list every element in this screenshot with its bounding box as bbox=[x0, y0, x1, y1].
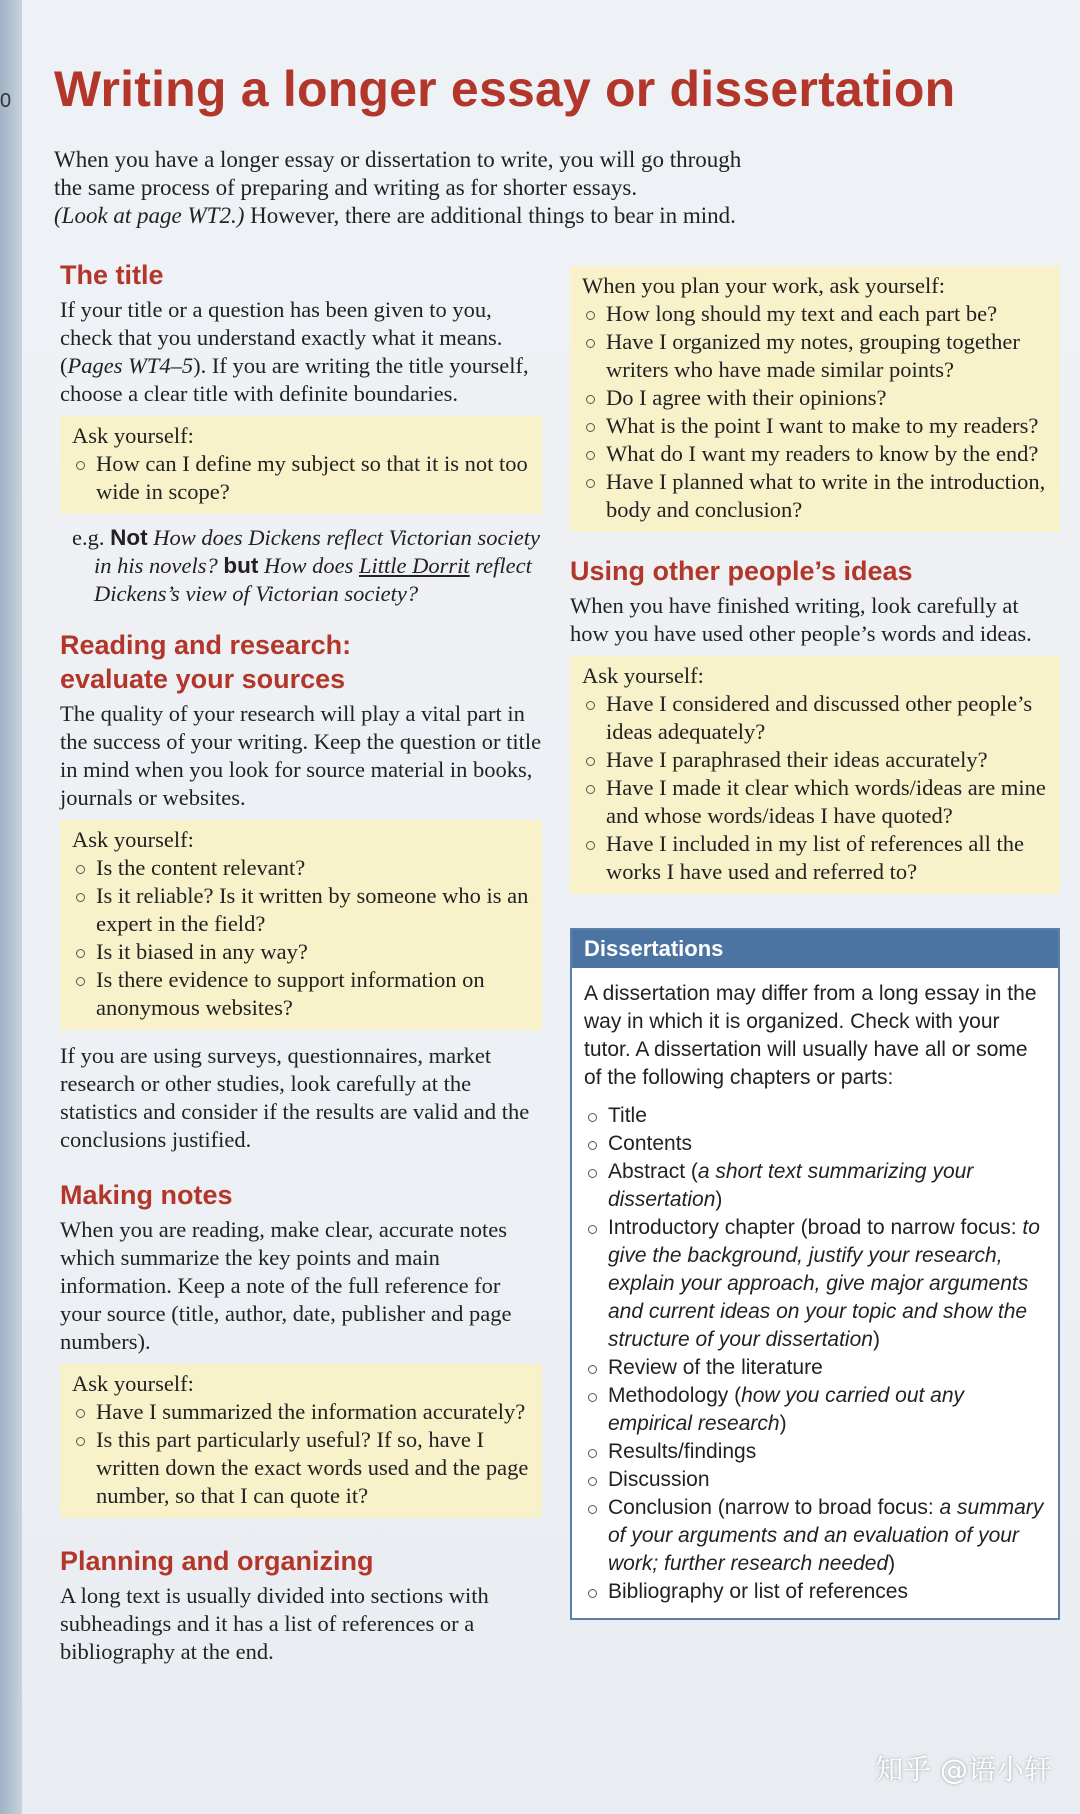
list-item: Is it reliable? Is it written by someone who is an expert in the field? bbox=[72, 882, 530, 938]
others-ask-box bbox=[570, 656, 1060, 894]
list-item: Have I planned what to write in the introduction, body and conclusion? bbox=[582, 468, 1048, 524]
example-question-2b: reflect Dickens’s view of Victorian society? bbox=[94, 553, 532, 606]
heading-planning: Planning and organizing bbox=[60, 1546, 374, 1576]
part-name: Bibliography or list of references bbox=[608, 1580, 908, 1603]
example-book-title: Little Dorrit bbox=[358, 553, 470, 578]
list-item: How long should my text and each part be? bbox=[582, 300, 1048, 328]
list-item: Is this part particularly useful? If so, have I written down the exact words used and the page number, so that I can quote it? bbox=[72, 1426, 530, 1510]
part-note: to give the background, justify your research, explain your approach, give major arguments and current ideas on your topic and show the structure of your dissertation bbox=[608, 1216, 1040, 1351]
example-prefix: e.g. bbox=[72, 525, 111, 550]
ask-yourself-label: Ask yourself: bbox=[72, 423, 194, 448]
planning-body: A long text is usually divided into sections with subheadings and it has a list of references or a bibliography at the end. bbox=[60, 1583, 489, 1664]
intro-line-1: When you have a longer essay or dissertation to write, you will go through bbox=[54, 147, 742, 172]
example-question-2a: How does bbox=[258, 553, 359, 578]
part-name: Discussion bbox=[608, 1468, 710, 1491]
right-column bbox=[570, 258, 1060, 1620]
heading-others-ideas: Using other people’s ideas bbox=[570, 556, 913, 586]
dissertation-part bbox=[584, 1158, 1048, 1214]
example-not: Not bbox=[110, 525, 148, 550]
page-number: 0 bbox=[0, 90, 12, 112]
section-title bbox=[60, 258, 542, 608]
dissertations-intro: A dissertation may differ from a long essay in the way in which it is organized. Check with your tutor. A dissertation will usually have all or some of the following chapters or parts: bbox=[584, 982, 1037, 1089]
dissertation-part bbox=[584, 1438, 1048, 1466]
part-name: Review of the literature bbox=[608, 1356, 823, 1379]
part-name: Title bbox=[608, 1104, 647, 1127]
dissertations-body bbox=[572, 968, 1058, 1618]
part-name: Introductory chapter (broad to narrow focus: bbox=[608, 1216, 1023, 1239]
heading-the-title: The title bbox=[60, 260, 164, 290]
part-name: Results/findings bbox=[608, 1440, 757, 1463]
part-note: a short text summarizing your dissertation bbox=[608, 1160, 974, 1211]
section-others bbox=[570, 554, 1060, 894]
part-note: a summary of your arguments and an evaluation of your work; further research needed bbox=[608, 1496, 1044, 1575]
list-item: Is there evidence to support information on anonymous websites? bbox=[72, 966, 530, 1022]
list-item: Have I included in my list of references all the works I have used and referred to? bbox=[582, 830, 1048, 886]
dissertation-part bbox=[584, 1494, 1048, 1578]
heading-making-notes: Making notes bbox=[60, 1180, 233, 1210]
section-notes bbox=[60, 1178, 542, 1518]
reading-after: If you are using surveys, questionnaires, market research or other studies, look carefully at the statistics and consider if the results are valid and the conclusions justified. bbox=[60, 1043, 530, 1152]
left-column bbox=[60, 258, 542, 1666]
dissertation-part bbox=[584, 1354, 1048, 1382]
notes-ask-box bbox=[60, 1364, 542, 1518]
intro-line-3: However, there are additional things to bear in mind. bbox=[244, 203, 736, 228]
intro-page-ref: (Look at page WT2.) bbox=[54, 203, 245, 228]
plan-ask-label: When you plan your work, ask yourself: bbox=[582, 273, 946, 298]
list-item: Have I summarized the information accurately? bbox=[72, 1398, 530, 1426]
reading-body: The quality of your research will play a vital part in the success of your writing. Keep the question or title in mind when you look for source material in books, journals or websites. bbox=[60, 701, 542, 810]
reading-ask-box bbox=[60, 820, 542, 1030]
page-edge-strip bbox=[0, 0, 22, 1814]
heading-reading-2: evaluate your sources bbox=[60, 664, 346, 694]
title-example bbox=[72, 524, 542, 608]
list-item: How can I define my subject so that it is not too wide in scope? bbox=[72, 450, 530, 506]
notes-body: When you are reading, make clear, accurate notes which summarize the key points and main information. Keep a note of the full reference for your source (title, author, date, publisher and page numbers). bbox=[60, 1217, 512, 1354]
title-pages-ref: Pages WT4–5 bbox=[67, 353, 194, 378]
list-item: Is the content relevant? bbox=[72, 854, 530, 882]
title-questions bbox=[72, 450, 530, 506]
dissertation-part bbox=[584, 1214, 1048, 1354]
part-name: Contents bbox=[608, 1132, 693, 1155]
part-name: Conclusion (narrow to broad focus: bbox=[608, 1496, 940, 1519]
notes-questions bbox=[72, 1398, 530, 1510]
list-item: Do I agree with their opinions? bbox=[582, 384, 1048, 412]
intro-paragraph bbox=[54, 146, 814, 230]
list-item: Have I paraphrased their ideas accurately? bbox=[582, 746, 1048, 774]
list-item: Have I considered and discussed other people’s ideas adequately? bbox=[582, 690, 1048, 746]
part-close: ) bbox=[872, 1328, 880, 1351]
section-planning bbox=[60, 1544, 542, 1666]
watermark: 知乎 @语小轩 bbox=[875, 1753, 1052, 1786]
title-ask-box bbox=[60, 416, 542, 514]
heading-reading-1: Reading and research: bbox=[60, 630, 352, 660]
dissertation-part bbox=[584, 1578, 1048, 1606]
intro-line-2: the same process of preparing and writing as for shorter essays. bbox=[54, 175, 638, 200]
part-name: Abstract ( bbox=[608, 1160, 698, 1183]
part-name: Methodology ( bbox=[608, 1384, 742, 1407]
list-item: Have I organized my notes, grouping together writers who have made similar points? bbox=[582, 328, 1048, 384]
list-item: What do I want my readers to know by the end? bbox=[582, 440, 1048, 468]
dissertations-heading: Dissertations bbox=[572, 930, 1058, 968]
page-title: Writing a longer essay or dissertation bbox=[54, 61, 956, 117]
dissertation-part bbox=[584, 1382, 1048, 1438]
example-but: but bbox=[223, 553, 259, 578]
dissertation-part bbox=[584, 1102, 1048, 1130]
part-close: ) bbox=[888, 1552, 896, 1575]
example-question-1: How does Dickens reflect Victorian society in his novels? bbox=[94, 525, 541, 578]
title-body-a: If your title or a question has been given to you, check that you understand exactly what it means. ( bbox=[60, 297, 503, 378]
list-item: What is the point I want to make to my readers? bbox=[582, 412, 1048, 440]
dissertation-parts-list bbox=[584, 1102, 1048, 1606]
ask-yourself-label: Ask yourself: bbox=[72, 1371, 194, 1396]
dissertations-box bbox=[570, 928, 1060, 1620]
part-close: ) bbox=[715, 1188, 723, 1211]
dissertation-part bbox=[584, 1130, 1048, 1158]
dissertation-part bbox=[584, 1466, 1048, 1494]
reading-questions bbox=[72, 854, 530, 1022]
plan-questions bbox=[582, 300, 1048, 524]
others-body: When you have finished writing, look carefully at how you have used other people’s words and ideas. bbox=[570, 593, 1032, 646]
section-reading bbox=[60, 628, 542, 1154]
ask-yourself-label: Ask yourself: bbox=[582, 663, 704, 688]
part-note: how you carried out any empirical research bbox=[608, 1384, 965, 1435]
ask-yourself-label: Ask yourself: bbox=[72, 827, 194, 852]
list-item: Have I made it clear which words/ideas are mine and whose words/ideas I have quoted? bbox=[582, 774, 1048, 830]
title-body bbox=[60, 296, 542, 408]
list-item: Is it biased in any way? bbox=[72, 938, 530, 966]
plan-ask-box bbox=[570, 266, 1060, 532]
others-questions bbox=[582, 690, 1048, 886]
part-close: ) bbox=[779, 1412, 787, 1435]
title-body-b: ). If you are writing the title yourself, choose a clear title with definite boundaries. bbox=[60, 353, 529, 406]
